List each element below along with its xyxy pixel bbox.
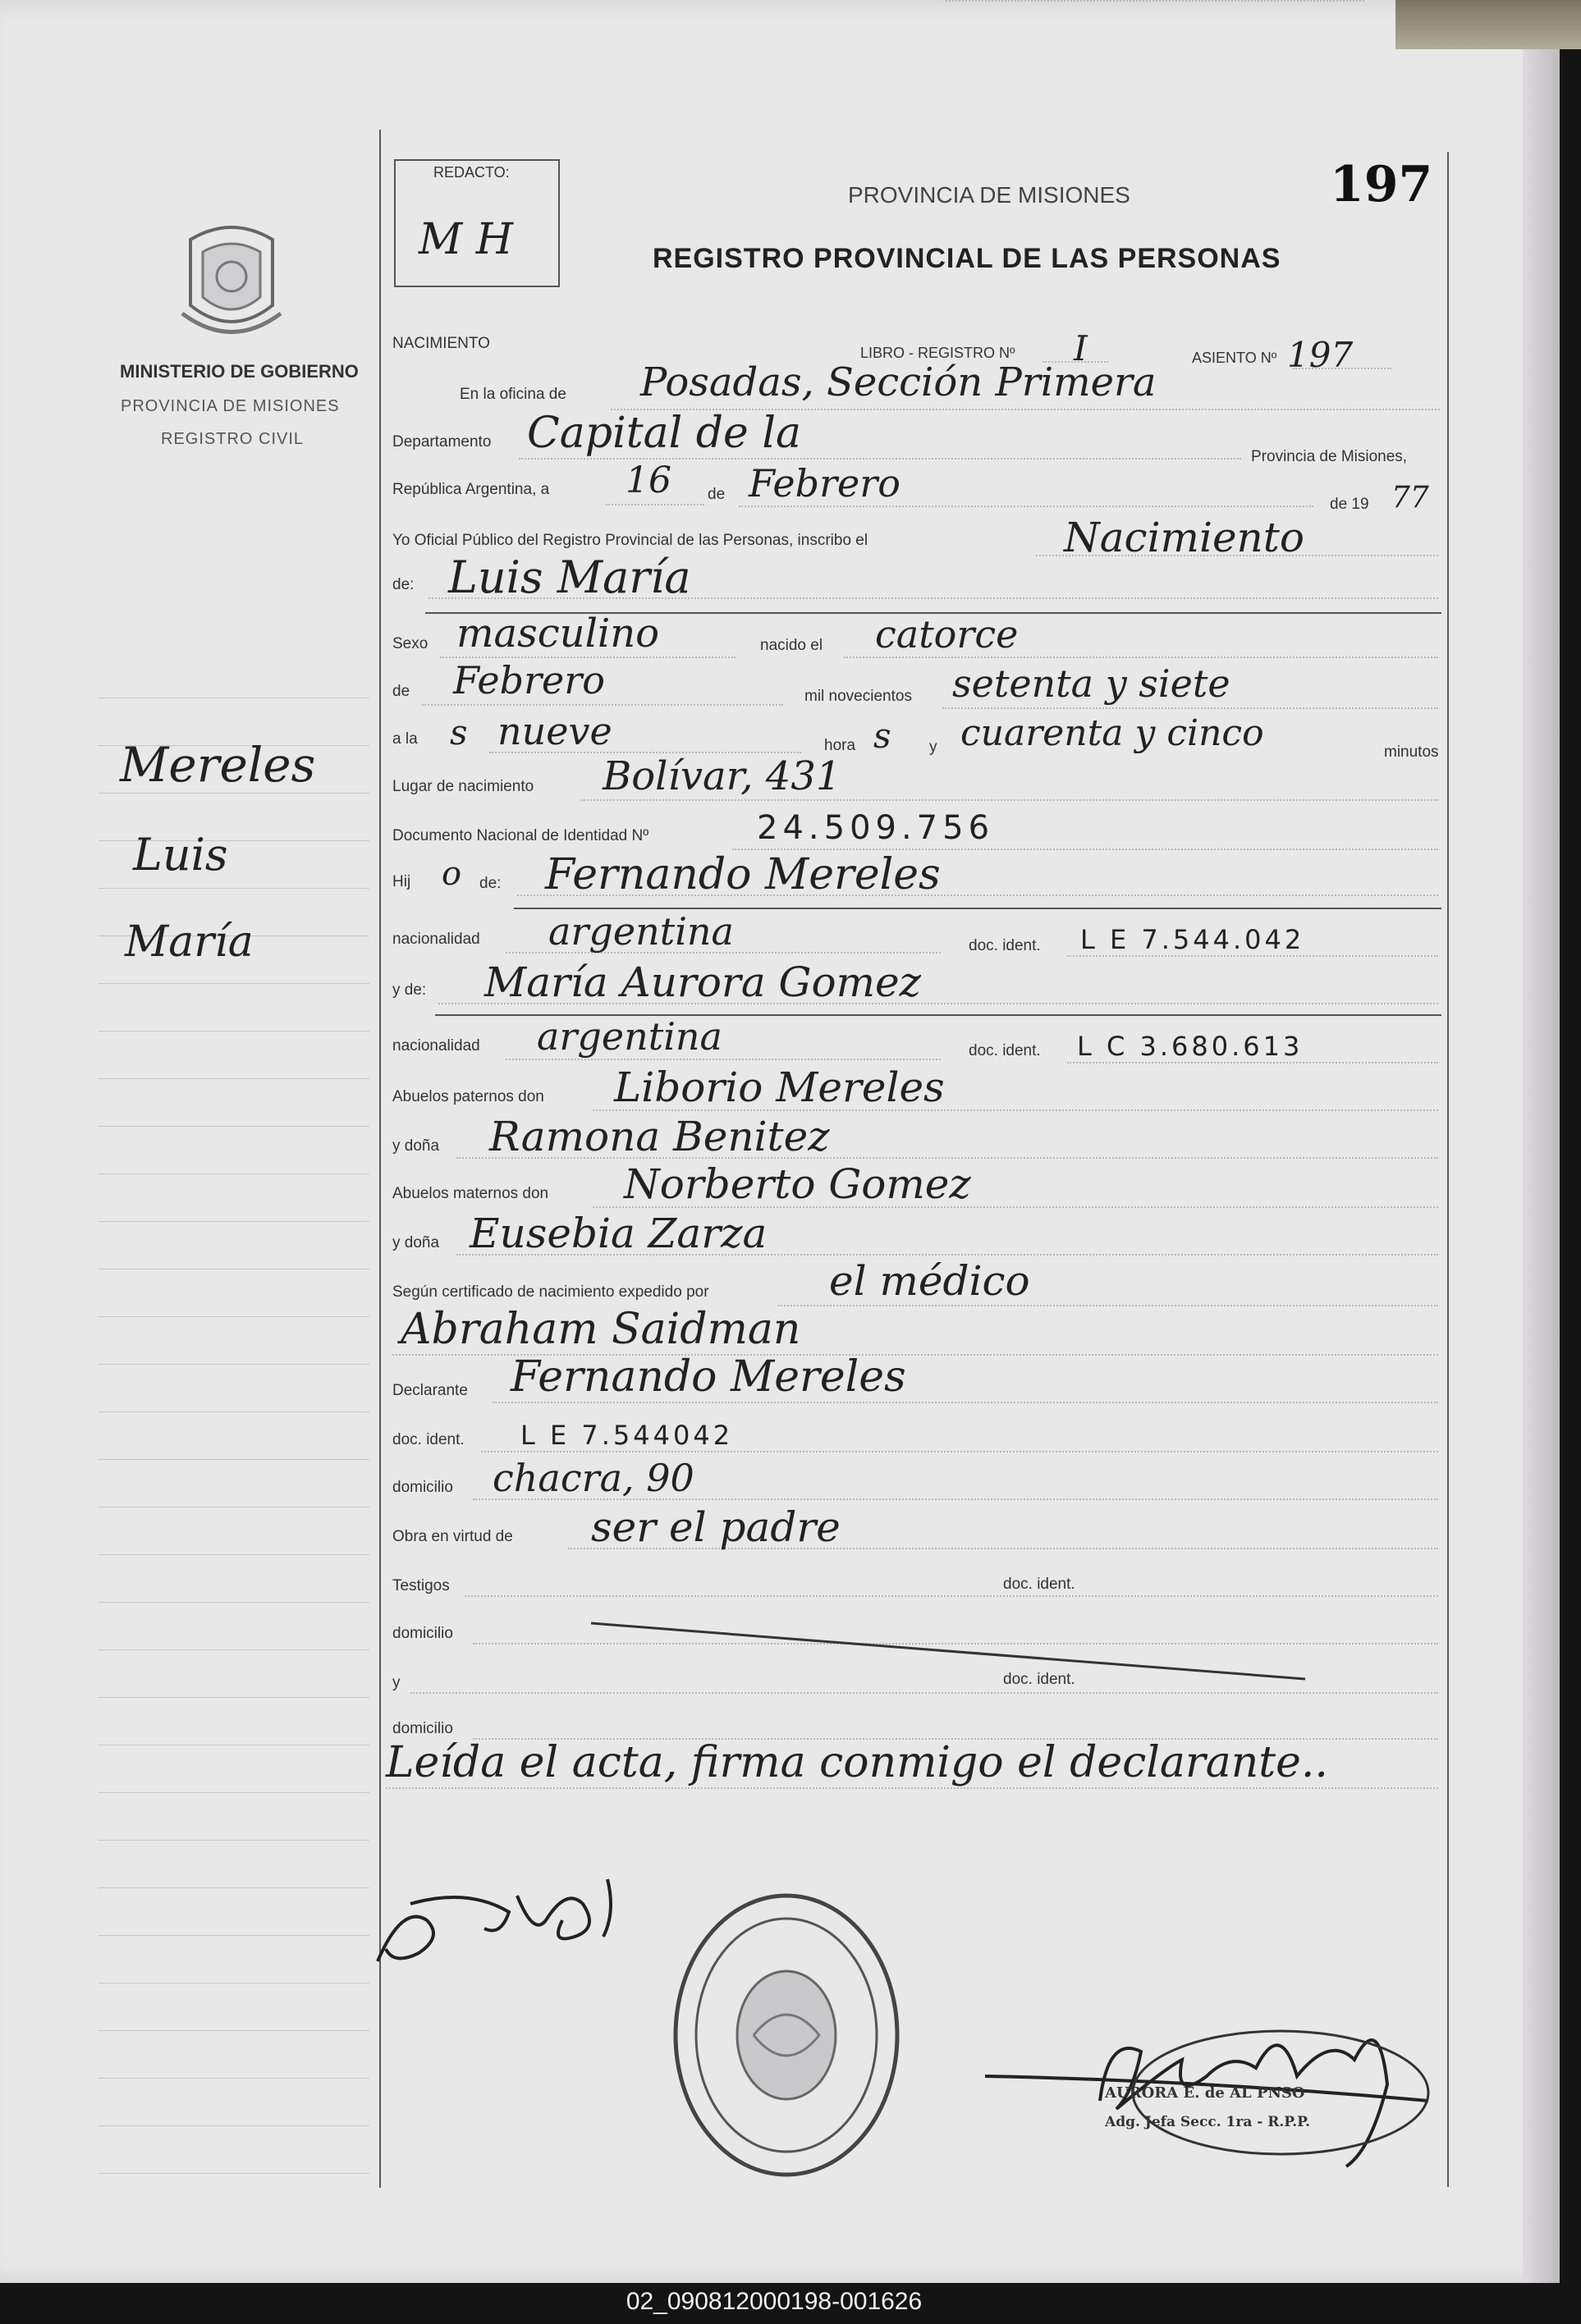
redacto-initials: M H	[419, 215, 514, 264]
stamp-name: AURORA E. de AL PNSO	[1105, 2084, 1305, 2102]
hora-value: nueve	[497, 709, 612, 753]
margin-rule	[99, 1031, 369, 1032]
y-label: y	[929, 739, 937, 756]
province-header: PROVINCIA DE MISIONES	[848, 182, 1130, 208]
nombre-value: Luis María	[448, 551, 691, 603]
book-edge	[1395, 0, 1581, 49]
doc-madre-label: doc. ident.	[969, 1042, 1041, 1059]
margin-rule	[99, 2173, 369, 2174]
minutos-value: cuarenta y cinco	[960, 712, 1264, 754]
y-dona-label-1: y doña	[392, 1137, 440, 1155]
declarant-signature	[369, 1871, 632, 1978]
margin-rule	[99, 1316, 369, 1317]
ala-suffix: s	[450, 712, 468, 753]
abuelos-maternos-label: Abuelos maternos don	[392, 1185, 549, 1202]
abuela-materna-value: Eusebia Zarza	[470, 1210, 768, 1257]
margin-rule	[99, 1269, 369, 1270]
margin-rule	[99, 1126, 369, 1127]
margin-rule	[99, 1221, 369, 1222]
doc-ident-label: doc. ident.	[392, 1431, 465, 1448]
abuelo-paterno-value: Liborio Mereles	[614, 1064, 945, 1111]
cancel-strike-line	[591, 1608, 1313, 1682]
certificado-value: el médico	[829, 1257, 1030, 1305]
abuelo-materno-value: Norberto Gomez	[624, 1160, 971, 1208]
asiento-value: 197	[1287, 335, 1354, 375]
ministry-name: MINISTERIO DE GOBIERNO	[120, 361, 359, 382]
obra-value: ser el padre	[591, 1503, 841, 1551]
margin-rule	[99, 793, 369, 794]
medico-value: Abraham Saidman	[401, 1305, 801, 1354]
minutos-label: minutos	[1384, 743, 1439, 761]
ala-label: a la	[392, 730, 418, 748]
testigos-y-label: y	[392, 1674, 401, 1691]
lugar-label: Lugar de nacimiento	[392, 778, 534, 795]
margin-rule	[99, 1411, 369, 1412]
testigos-label: Testigos	[392, 1577, 450, 1594]
nacionalidad-padre-value: argentina	[548, 909, 734, 954]
abuela-paterna-value: Ramona Benitez	[489, 1113, 830, 1160]
margin-rule	[99, 1459, 369, 1460]
dni-value: 24.509.756	[757, 809, 995, 847]
redacto-label: REDACTO:	[433, 164, 510, 181]
form-right-border	[1447, 152, 1449, 2187]
doc-padre-label: doc. ident.	[969, 937, 1041, 954]
nacimiento-label: NACIMIENTO	[392, 335, 490, 352]
hij-label: Hij	[392, 873, 411, 890]
margin-second-name: María	[125, 917, 254, 967]
de-nombre-label: de:	[392, 576, 415, 593]
sidebar-province: PROVINCIA DE MISIONES	[121, 397, 340, 415]
nacionalidad-padre-label: nacionalidad	[392, 931, 480, 948]
padre-value: Fernando Mereles	[545, 850, 941, 899]
mes-value: Febrero	[749, 461, 900, 506]
republica-label: República Argentina, a	[392, 481, 550, 498]
nacido-value: catorce	[875, 612, 1019, 656]
asiento-label: ASIENTO Nº	[1192, 350, 1277, 366]
sidebar-civil-registry: REGISTRO CIVIL	[161, 430, 305, 448]
madre-value: María Aurora Gomez	[484, 958, 921, 1006]
margin-rule	[99, 1887, 369, 1888]
hij-suffix: o	[442, 855, 462, 893]
mes-nacimiento-value: Febrero	[453, 658, 605, 702]
testigos-domicilio-label: domicilio	[392, 1625, 453, 1642]
doc-padre-value: L E 7.544.042	[1080, 924, 1305, 955]
page-number: 197	[1330, 156, 1433, 213]
declarante-label: Declarante	[392, 1382, 468, 1399]
doc-declarante-value: L E 7.544042	[520, 1420, 734, 1451]
image-id: 02_090812000198-001626	[626, 2288, 923, 2315]
nacionalidad-madre-value: argentina	[537, 1014, 722, 1059]
abuelos-paternos-label: Abuelos paternos don	[392, 1088, 544, 1105]
closing-statement: Leída el acta, firma conmigo el declarante..	[386, 1738, 1328, 1787]
oficina-label: En la oficina de	[460, 386, 566, 403]
nacido-label: nacido el	[760, 637, 823, 654]
margin-rule	[99, 1554, 369, 1555]
sexo-value: masculino	[456, 611, 660, 656]
margin-rule	[99, 2078, 369, 2079]
de-mes-label: de	[392, 683, 410, 700]
anio-nacimiento-value: setenta y siete	[952, 661, 1230, 706]
margin-rule	[99, 1697, 369, 1698]
margin-rule	[99, 2125, 369, 2126]
margin-rule	[99, 983, 369, 984]
dni-label: Documento Nacional de Identidad Nº	[392, 827, 649, 844]
horas-label: hora	[824, 737, 856, 754]
oficial-text: Yo Oficial Público del Registro Provincial de las Personas, inscribo el	[392, 532, 868, 549]
margin-rule	[99, 1649, 369, 1650]
testigos-doc-label: doc. ident.	[1003, 1576, 1075, 1593]
horas-suffix: s	[873, 716, 891, 756]
margin-first-name: Luis	[133, 829, 228, 881]
domicilio-label: domicilio	[392, 1479, 453, 1496]
obra-label: Obra en virtud de	[392, 1528, 513, 1545]
crest-emblem	[174, 215, 289, 346]
y-de-label: y de:	[392, 981, 427, 999]
margin-rule	[99, 2030, 369, 2031]
margin-rule	[99, 1935, 369, 1936]
sexo-label: Sexo	[392, 635, 428, 652]
departamento-label: Departamento	[392, 433, 492, 451]
margin-rule	[99, 1840, 369, 1841]
dia-value: 16	[626, 460, 671, 501]
nacionalidad-madre-label: nacionalidad	[392, 1037, 480, 1054]
departamento-value: Capital de la	[527, 409, 801, 458]
provincia-de-misiones: Provincia de Misiones,	[1251, 448, 1408, 465]
libro-value: I	[1074, 328, 1088, 368]
inscribo-value: Nacimiento	[1064, 514, 1304, 561]
testigos-domicilio-label-2: domicilio	[392, 1720, 453, 1737]
margin-rule	[99, 1792, 369, 1793]
doc-madre-value: L C 3.680.613	[1077, 1031, 1304, 1062]
lugar-value: Bolívar, 431	[603, 753, 841, 799]
de-label: de	[708, 486, 726, 503]
oficina-value: Posadas, Sección Primera	[640, 359, 1157, 405]
stamp-title: Adg. Jefa Secc. 1ra - R.P.P.	[1105, 2114, 1311, 2130]
domicilio-value: chacra, 90	[493, 1456, 694, 1500]
de19-label: de 19	[1330, 496, 1369, 513]
margin-surname: Mereles	[120, 737, 316, 793]
margin-rule	[99, 888, 369, 889]
libro-label: LIBRO - REGISTRO Nº	[860, 345, 1015, 361]
margin-rule	[99, 1364, 369, 1365]
image-footer	[0, 2283, 1581, 2324]
certificado-label: Según certificado de nacimiento expedido por	[392, 1283, 709, 1301]
declarante-value: Fernando Mereles	[511, 1352, 906, 1402]
testigos-doc-label-2: doc. ident.	[1003, 1671, 1075, 1688]
margin-rule	[99, 1173, 369, 1174]
y-dona-label-2: y doña	[392, 1234, 440, 1251]
official-seal	[663, 1887, 910, 2183]
margin-rule	[99, 1078, 369, 1079]
mil-label: mil novecientos	[804, 688, 912, 705]
hij-de-label: de:	[479, 875, 502, 892]
anio-value: 77	[1391, 481, 1429, 515]
margin-rule	[99, 1602, 369, 1603]
registry-title: REGISTRO PROVINCIAL DE LAS PERSONAS	[653, 243, 1281, 274]
